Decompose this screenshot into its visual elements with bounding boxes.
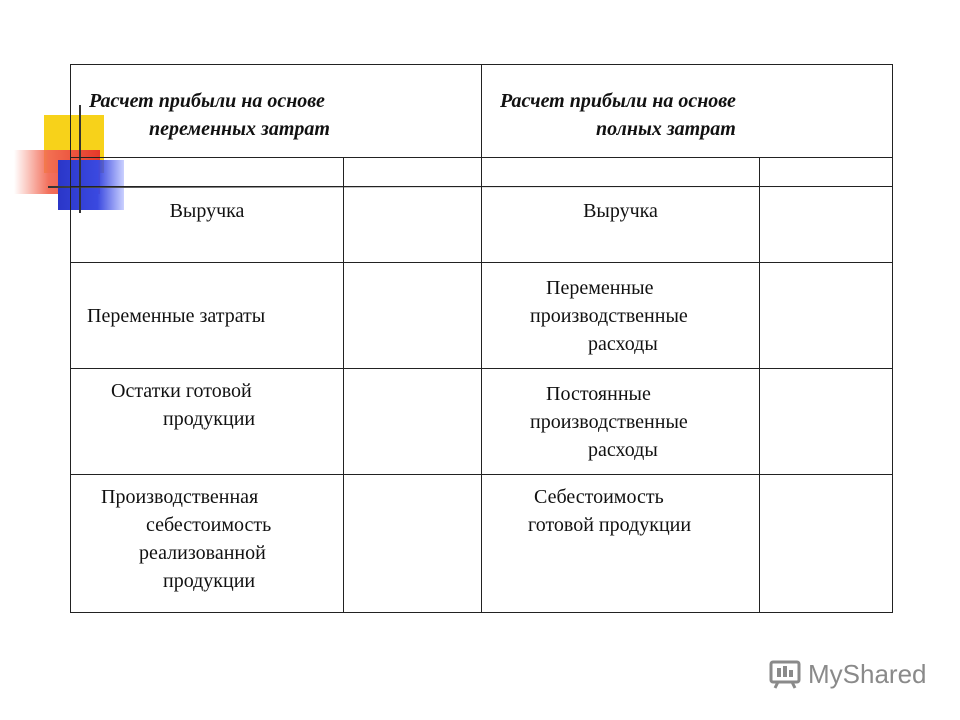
header-right-line2: полных затрат	[596, 118, 736, 140]
spacer-cell	[344, 158, 482, 187]
spacer-cell	[760, 158, 893, 187]
row4-left-line4: продукции	[163, 570, 256, 592]
row2-left-text: Переменные затраты	[87, 304, 266, 327]
row1-left-value	[344, 187, 482, 263]
row4-right-cell	[482, 475, 760, 613]
spacer-cell	[71, 158, 344, 187]
header-absorption-costing	[482, 65, 893, 158]
row1-right-value	[760, 187, 893, 263]
row4-right-line1: Себестоимость	[534, 486, 664, 508]
header-left-line1: Расчет прибыли на основе	[89, 90, 325, 112]
spacer-cell	[482, 158, 760, 187]
row2-right-line1: Переменные	[546, 276, 654, 299]
header-variable-costing	[71, 65, 482, 158]
row3-left-line2: продукции	[163, 408, 256, 430]
table-row	[71, 263, 893, 369]
row2-left-value	[344, 263, 482, 369]
row1-right-cell	[482, 187, 760, 263]
row2-right-line3: расходы	[588, 332, 658, 355]
table-row	[71, 187, 893, 263]
myshared-logo-icon	[768, 657, 802, 691]
row4-left-line2: себестоимость	[146, 514, 272, 536]
comparison-table	[70, 64, 893, 613]
row4-right-value	[760, 475, 893, 613]
row3-right-line3: расходы	[588, 438, 658, 461]
table-row	[71, 369, 893, 475]
header-right-line1: Расчет прибыли на основе	[500, 90, 736, 112]
row4-left-line1: Производственная	[101, 486, 259, 508]
row1-left-text: Выручка	[169, 200, 245, 222]
header-left-line2: переменных затрат	[149, 118, 330, 140]
watermark-text: MyShared	[808, 658, 927, 689]
row3-left-line1: Остатки готовой	[111, 380, 252, 402]
row3-right-line2: производственные	[530, 410, 688, 433]
row3-right-line1: Постоянные	[546, 382, 651, 405]
table-row	[71, 475, 893, 613]
row1-left-cell	[71, 187, 344, 263]
row4-left-value	[344, 475, 482, 613]
row2-left-cell	[71, 263, 344, 369]
row3-right-value	[760, 369, 893, 475]
table-spacer-row	[71, 158, 893, 187]
row4-left-cell	[71, 475, 344, 613]
row1-right-text: Выручка	[583, 200, 658, 222]
row2-right-line2: производственные	[530, 304, 688, 327]
row4-left-line3: реализованной	[139, 542, 266, 564]
row3-left-cell	[71, 369, 344, 475]
row2-right-value	[760, 263, 893, 369]
row3-left-value	[344, 369, 482, 475]
row3-right-cell	[482, 369, 760, 475]
row4-right-line2: готовой продукции	[528, 514, 692, 536]
row2-right-cell	[482, 263, 760, 369]
myshared-watermark	[768, 656, 938, 692]
table-header-row	[71, 65, 893, 158]
